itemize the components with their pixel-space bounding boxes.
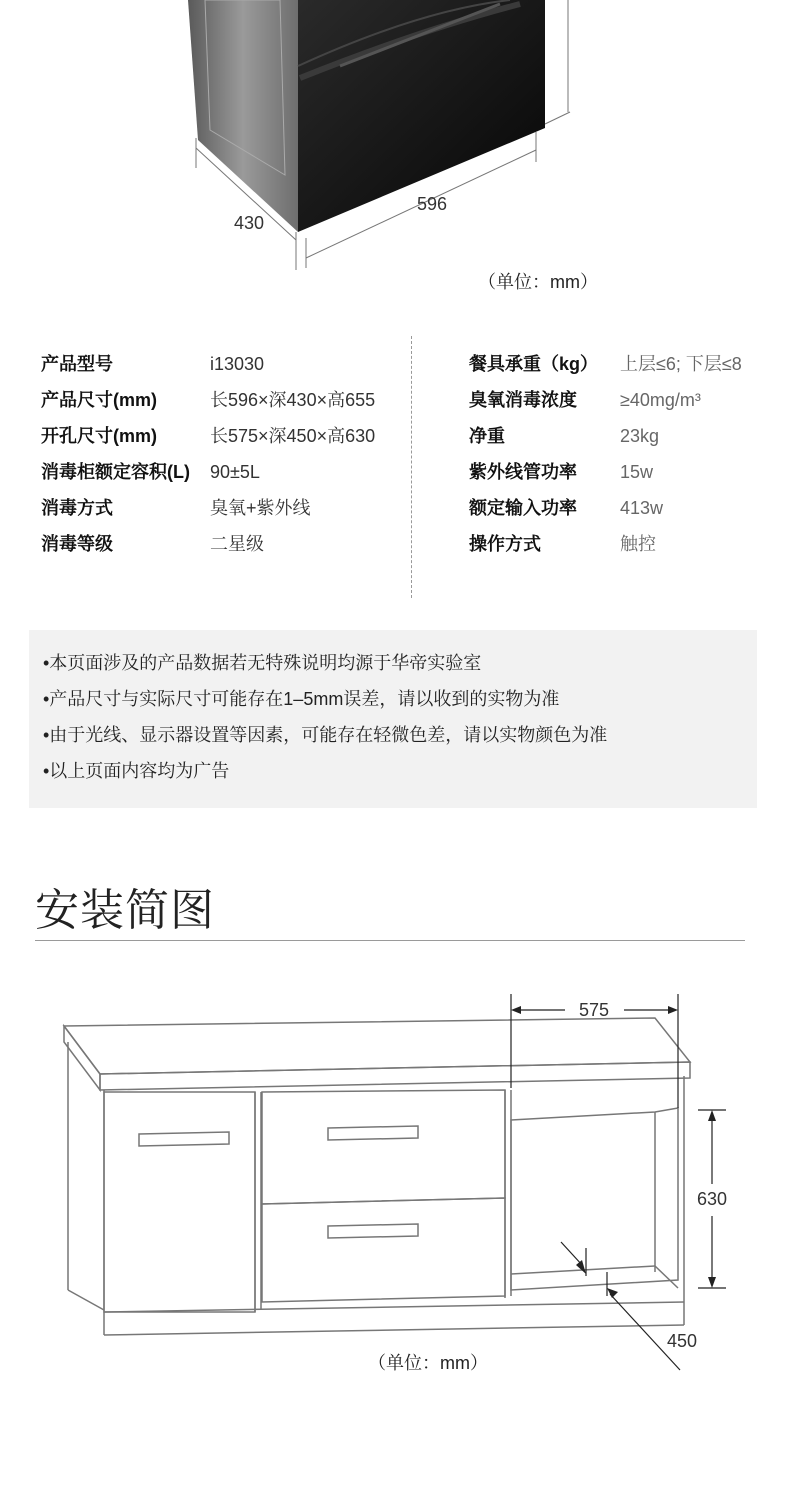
spec-value: 413w xyxy=(620,498,664,518)
spec-label: 餐具承重（kg） xyxy=(469,354,599,374)
lower-drawer-handle xyxy=(328,1224,418,1238)
spec-label: 消毒方式 xyxy=(41,498,113,518)
spec-row xyxy=(469,421,779,451)
countertop xyxy=(64,1018,690,1074)
spec-divider xyxy=(411,336,412,598)
spec-value: 触控 xyxy=(620,534,656,554)
lower-drawer xyxy=(262,1198,505,1302)
spec-value: ≥40mg/m³ xyxy=(620,390,701,410)
door-handle xyxy=(139,1132,229,1146)
spec-value: 90±5L xyxy=(210,462,260,482)
cabinet-side-panel xyxy=(188,0,298,232)
spec-row xyxy=(469,385,779,415)
spec-value: 二星级 xyxy=(210,534,264,554)
spec-value: 长596×深430×高655 xyxy=(210,390,376,410)
spec-row xyxy=(469,493,779,523)
note-line: •本页面涉及的产品数据若无特殊说明均源于华帝实验室 xyxy=(43,653,482,673)
note-line: •以上页面内容均为广告 xyxy=(43,761,230,781)
depth-dimension-label: 430 xyxy=(234,213,265,233)
spec-label: 紫外线管功率 xyxy=(469,462,577,482)
section-divider xyxy=(35,940,745,941)
spec-label: 臭氧消毒浓度 xyxy=(469,390,577,410)
left-cabinet-door xyxy=(104,1092,255,1312)
spec-row xyxy=(469,529,779,559)
spec-row xyxy=(41,349,401,379)
spec-label: 开孔尺寸(mm) xyxy=(41,426,157,446)
upper-drawer-handle xyxy=(328,1126,418,1140)
spec-value: 15w xyxy=(620,462,654,482)
install-section-title: 安装简图 xyxy=(35,886,215,935)
install-height-label: 630 xyxy=(697,1189,728,1209)
cabinet-opening xyxy=(511,1108,678,1290)
width-dimension-label: 596 xyxy=(417,194,448,214)
spec-row xyxy=(41,421,401,451)
upper-drawer xyxy=(262,1090,505,1204)
install-depth-label: 450 xyxy=(667,1331,698,1351)
install-width-label: 575 xyxy=(579,1000,610,1020)
spec-value: 23kg xyxy=(620,426,660,446)
unit-note-top: （单位：mm） xyxy=(478,272,598,292)
spec-value: 臭氧+紫外线 xyxy=(210,498,311,518)
spec-row xyxy=(41,385,401,415)
spec-value: 长575×深450×高630 xyxy=(210,426,376,446)
spec-label: 净重 xyxy=(469,426,505,446)
install-diagram xyxy=(0,990,790,1390)
spec-value: 上层≤6; 下层≤8 xyxy=(620,354,742,374)
spec-label: 操作方式 xyxy=(469,534,541,554)
spec-label: 产品型号 xyxy=(41,354,113,374)
note-line: •产品尺寸与实际尺寸可能存在1–5mm误差，请以收到的实物为准 xyxy=(43,689,560,709)
product-dimension-illustration xyxy=(0,0,790,300)
spec-label: 消毒等级 xyxy=(41,534,113,554)
spec-row xyxy=(41,493,401,523)
spec-row xyxy=(469,349,779,379)
note-line: •由于光线、显示器设置等因素，可能存在轻微色差，请以实物颜色为准 xyxy=(43,725,608,745)
spec-row xyxy=(41,457,401,487)
disclaimer-notes xyxy=(29,630,757,808)
spec-label: 额定输入功率 xyxy=(469,498,577,518)
spec-value: i13030 xyxy=(210,354,265,374)
spec-row xyxy=(469,457,779,487)
unit-note-bottom: （单位：mm） xyxy=(368,1353,488,1373)
spec-row xyxy=(41,529,401,559)
spec-label: 产品尺寸(mm) xyxy=(41,390,157,410)
spec-label: 消毒柜额定容积(L) xyxy=(41,462,190,482)
